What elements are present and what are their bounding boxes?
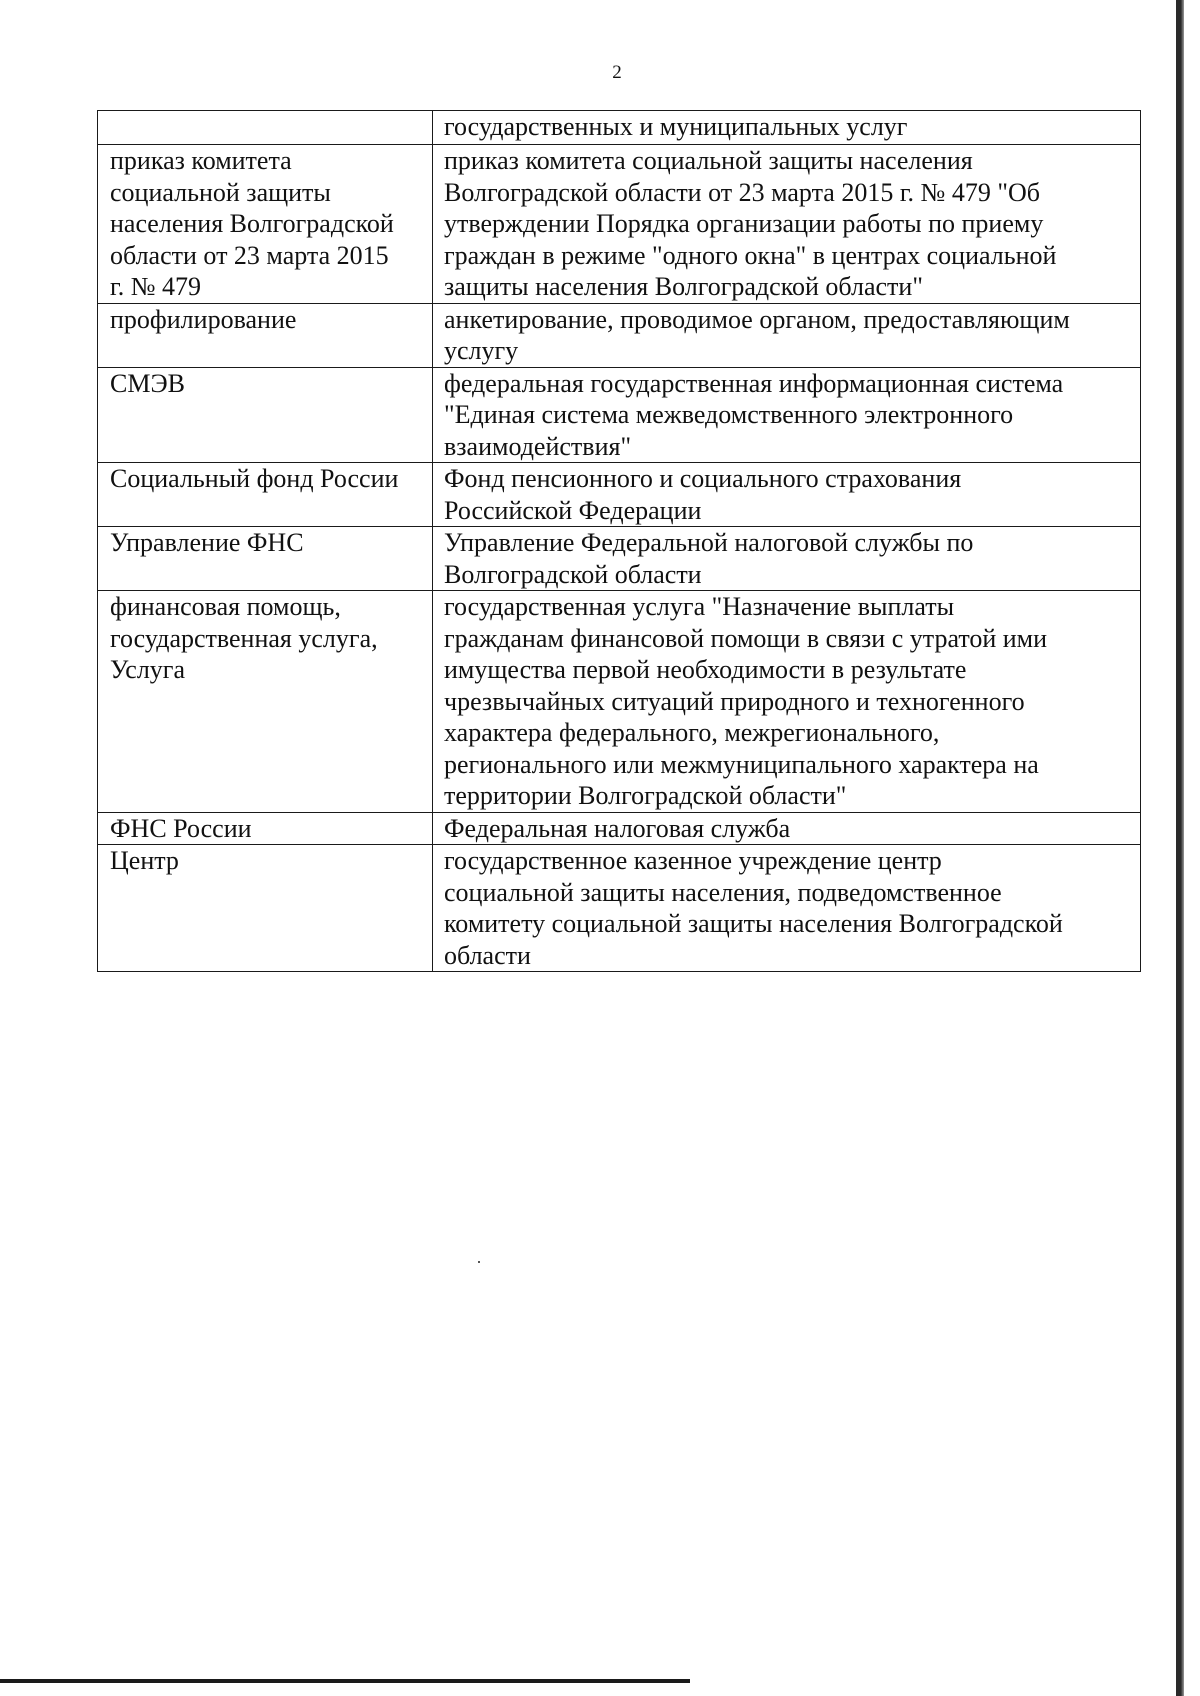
scan-edge-right [1176, 0, 1184, 1696]
term-cell: Центр [98, 845, 433, 972]
definition-cell: государственных и муниципальных услуг [433, 111, 1141, 145]
term-cell: финансовая помощь, государственная услуга, Услуга [98, 591, 433, 813]
definition-cell: Федеральная налоговая служба [433, 812, 1141, 845]
definition-cell: государственное казенное учреждение центр социальной защиты населения, подведомственное комитету социальной защиты населения Волгоградской области [433, 845, 1141, 972]
table-row [98, 812, 1141, 845]
glossary-table [97, 110, 1141, 972]
term-cell: Управление ФНС [98, 527, 433, 591]
term-cell: профилирование [98, 303, 433, 367]
definition-cell: федеральная государственная информационная система "Единая система межведомственного электронного взаимодействия" [433, 367, 1141, 463]
scan-margin-right [1184, 0, 1200, 1696]
definition-cell: Управление Федеральной налоговой службы по Волгоградской области [433, 527, 1141, 591]
term-cell: приказ комитета социальной защиты населения Волгоградской области от 23 марта 2015 г. № 479 [98, 145, 433, 304]
table-row [98, 845, 1141, 972]
table-row [98, 111, 1141, 145]
scan-speck [478, 1261, 480, 1263]
definition-cell: анкетирование, проводимое органом, предоставляющим услугу [433, 303, 1141, 367]
scan-edge-bottom [0, 1679, 690, 1683]
page-number: 2 [612, 62, 622, 83]
definition-cell: Фонд пенсионного и социального страхования Российской Федерации [433, 463, 1141, 527]
definition-cell: государственная услуга "Назначение выплаты гражданам финансовой помощи в связи с утратой ими имущества первой необходимости в результате чрезвычайных ситуаций природного и техногенного характера федерального, межрегионального, регионального или межмуниципального характера на территории Волгоградской области" [433, 591, 1141, 813]
term-cell: ФНС России [98, 812, 433, 845]
term-cell: Социальный фонд России [98, 463, 433, 527]
table-row [98, 591, 1141, 813]
table-row [98, 463, 1141, 527]
definition-cell: приказ комитета социальной защиты населения Волгоградской области от 23 марта 2015 г. № 479 "Об утверждении Порядка организации работы по приему граждан в режиме "одного окна" в центрах социальной защиты населения Волгоградской области" [433, 145, 1141, 304]
term-cell: СМЭВ [98, 367, 433, 463]
table-row [98, 527, 1141, 591]
table-row [98, 367, 1141, 463]
table-row [98, 303, 1141, 367]
term-cell [98, 111, 433, 145]
table-row [98, 145, 1141, 304]
